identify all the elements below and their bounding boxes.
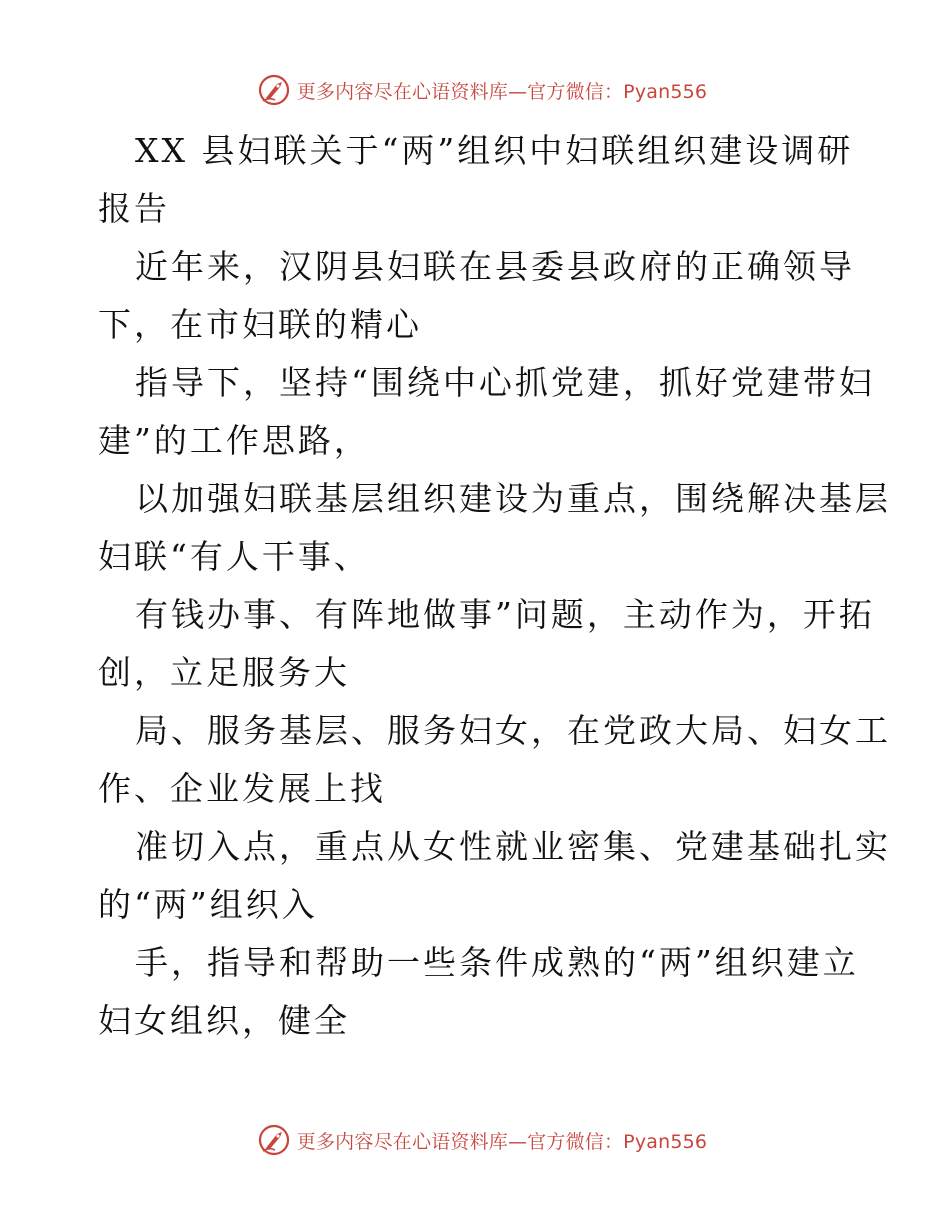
paragraph-line: 指导下，坚持“围绕中心抓党建，抓好党建带妇 bbox=[135, 363, 875, 402]
footer-banner-text: 更多内容尽在心语资料库—官方微信：Pyan556 bbox=[296, 1130, 708, 1153]
paragraph-line: 下，在市妇联的精心 bbox=[98, 305, 422, 344]
paragraph-line: 的“两”组织入 bbox=[98, 885, 318, 924]
title-line-2: 报告 bbox=[98, 189, 170, 228]
paragraph-line: 作、企业发展上找 bbox=[98, 769, 386, 808]
paragraph-line: 手，指导和帮助一些条件成熟的“两”组织建立 bbox=[135, 943, 859, 982]
footer-banner bbox=[0, 1120, 950, 1160]
paragraph-line: 准切入点，重点从女性就业密集、党建基础扎实 bbox=[135, 827, 891, 866]
paragraph-line: 局、服务基层、服务妇女，在党政大局、妇女工 bbox=[135, 711, 891, 750]
pen-nib-logo-icon bbox=[257, 73, 291, 107]
paragraph-line: 以加强妇联基层组织建设为重点，围绕解决基层 bbox=[135, 479, 891, 518]
pen-nib-logo-icon bbox=[257, 1123, 291, 1157]
paragraph-line: 妇女组织，健全 bbox=[98, 1001, 350, 1040]
header-banner-text: 更多内容尽在心语资料库—官方微信：Pyan556 bbox=[296, 80, 708, 103]
document-body bbox=[98, 122, 891, 1050]
paragraph-line: 有钱办事、有阵地做事”问题，主动作为，开拓 bbox=[135, 595, 875, 634]
paragraph-line: 创，立足服务大 bbox=[98, 653, 350, 692]
paragraph-line: 近年来，汉阴县妇联在县委县政府的正确领导 bbox=[135, 247, 855, 286]
paragraph-line: 妇联“有人干事、 bbox=[98, 537, 370, 576]
title-line-1: XX 县妇联关于“两”组织中妇联组织建设调研 bbox=[135, 131, 854, 170]
header-banner bbox=[0, 70, 950, 110]
paragraph-line: 建”的工作思路， bbox=[98, 421, 370, 460]
